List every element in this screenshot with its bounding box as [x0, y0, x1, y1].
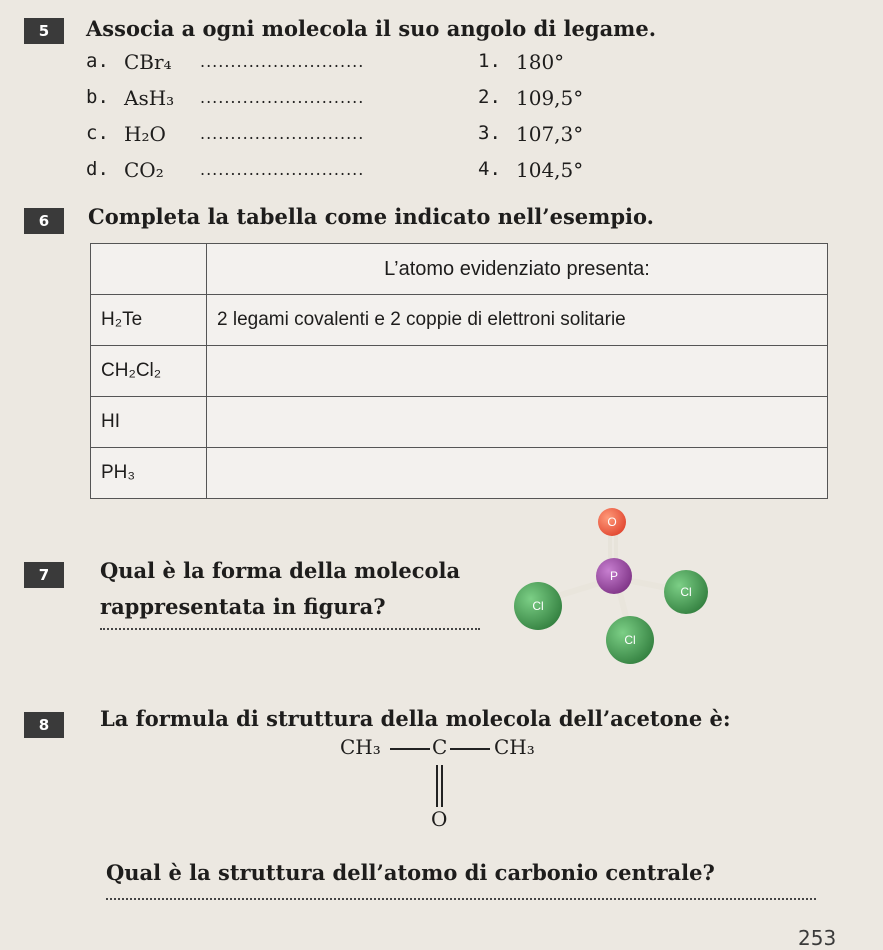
phosphorus-atom: P: [596, 558, 632, 594]
molecule-formula: CO₂: [124, 158, 164, 182]
chlorine-atom-right: Cl: [664, 570, 708, 614]
exercise-8-answer-line[interactable]: [106, 898, 816, 900]
exercise-7-line1: Qual è la forma della molecola: [100, 558, 461, 583]
answer-dots[interactable]: ...........................: [200, 88, 365, 107]
answer-cell[interactable]: [207, 346, 828, 397]
bond-table: [90, 243, 828, 499]
answer-dots[interactable]: ...........................: [200, 160, 365, 179]
answer-cell: 2 legami covalenti e 2 coppie di elettroni solitarie: [207, 295, 828, 346]
double-bond: [436, 765, 443, 807]
angle-number: 3.: [478, 122, 501, 144]
exercise-8-question: Qual è la struttura dell’atomo di carbonio centrale?: [106, 860, 715, 885]
molecule-model: [500, 500, 710, 670]
answer-dots[interactable]: ...........................: [200, 124, 365, 143]
table-row: [91, 397, 828, 448]
exercise-7-line2: rappresentata in figura?: [100, 594, 386, 619]
angle-value: 109,5°: [516, 86, 584, 110]
table-header-row: [91, 244, 828, 295]
chlorine-atom-left: Cl: [514, 582, 562, 630]
answer-cell[interactable]: [207, 397, 828, 448]
table-row: [91, 448, 828, 499]
angle-item: [478, 86, 584, 110]
formula-left-group: CH₃: [340, 735, 381, 759]
angle-value: 104,5°: [516, 158, 584, 182]
table-header: L’atomo evidenziato presenta:: [207, 244, 828, 295]
angle-value: 180°: [516, 50, 565, 74]
answer-dots[interactable]: ...........................: [200, 52, 365, 71]
single-bond-left: [390, 748, 430, 750]
chlorine-atom-bottom: Cl: [606, 616, 654, 664]
molecule-item: [86, 50, 365, 74]
molecule-letter: d.: [86, 158, 109, 180]
molecule-cell: H₂Te: [91, 295, 207, 346]
acetone-formula: [340, 735, 580, 835]
formula-right-group: CH₃: [494, 735, 535, 759]
angle-item: [478, 50, 565, 74]
molecule-formula: H₂O: [124, 122, 166, 146]
table-header-empty: [91, 244, 207, 295]
molecule-cell: PH₃: [91, 448, 207, 499]
exercise-5-title: Associa a ogni molecola il suo angolo di legame.: [86, 16, 657, 41]
exercise-8-title: La formula di struttura della molecola dell’acetone è:: [100, 706, 731, 731]
formula-bottom-atom: O: [431, 807, 448, 831]
molecule-item: [86, 158, 365, 182]
molecule-formula: CBr₄: [124, 50, 172, 74]
exercise-7-number: 7: [24, 562, 64, 588]
molecule-letter: c.: [86, 122, 109, 144]
table-row: [91, 346, 828, 397]
molecule-letter: a.: [86, 50, 109, 72]
answer-cell[interactable]: [207, 448, 828, 499]
angle-item: [478, 158, 584, 182]
single-bond-right: [450, 748, 490, 750]
page-number: 253: [798, 926, 837, 950]
molecule-item: [86, 122, 365, 146]
molecule-cell: HI: [91, 397, 207, 448]
angle-number: 2.: [478, 86, 501, 108]
exercise-7-answer-line[interactable]: [100, 628, 480, 630]
exercise-6-number: 6: [24, 208, 64, 234]
table-row: [91, 295, 828, 346]
molecule-item: [86, 86, 365, 110]
exercise-8-number: 8: [24, 712, 64, 738]
molecule-formula: AsH₃: [124, 86, 175, 110]
formula-center-atom: C: [432, 735, 448, 759]
molecule-cell: CH₂Cl₂: [91, 346, 207, 397]
angle-value: 107,3°: [516, 122, 584, 146]
angle-number: 1.: [478, 50, 501, 72]
exercise-5-number: 5: [24, 18, 64, 44]
angle-item: [478, 122, 584, 146]
molecule-letter: b.: [86, 86, 109, 108]
exercise-6-title: Completa la tabella come indicato nell’esempio.: [88, 204, 654, 229]
oxygen-atom: O: [598, 508, 626, 536]
angle-number: 4.: [478, 158, 501, 180]
